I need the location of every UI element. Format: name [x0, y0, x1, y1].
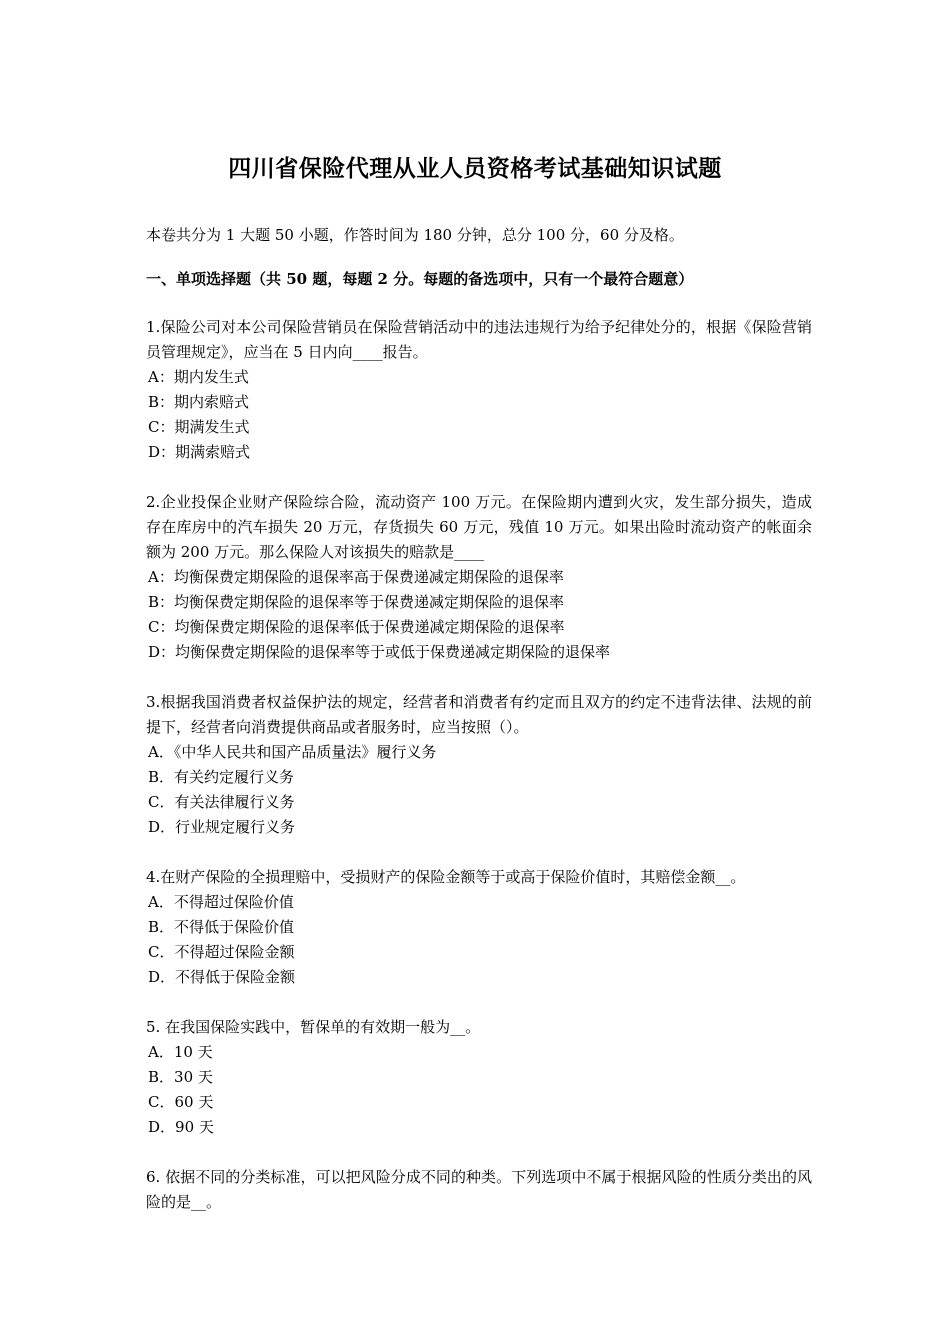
option-c: C．不得超过保险金额 — [148, 943, 295, 961]
question-4 — [146, 865, 812, 990]
option-c: C．60 天 — [148, 1093, 214, 1111]
option-a: A．不得超过保险价值 — [148, 893, 294, 911]
question-stem: 5. 在我国保险实践中，暂保单的有效期一般为__。 — [146, 1018, 481, 1036]
document-title: 四川省保险代理从业人员资格考试基础知识试题 — [228, 155, 722, 182]
question-2 — [146, 490, 812, 665]
option-a: A．《中华人民共和国产品质量法》履行义务 — [148, 743, 437, 761]
option-a: A．10 天 — [148, 1043, 213, 1061]
option-c: C．有关法律履行义务 — [148, 793, 295, 811]
question-stem: 3.根据我国消费者权益保护法的规定，经营者和消费者有约定而且双方的约定不违背法律、法规的前提下，经营者向消费提供商品或者服务时，应当按照（）。 — [146, 693, 812, 736]
option-c: C：期满发生式 — [148, 418, 250, 436]
section-heading: 一、单项选择题（共 50 题，每题 2 分。每题的备选项中，只有一个最符合题意） — [146, 270, 694, 288]
question-stem: 6. 依据不同的分类标准，可以把风险分成不同的种类。下列选项中不属于根据风险的性质分类出的风险的是__。 — [146, 1168, 812, 1211]
option-b: B．不得低于保险价值 — [148, 918, 295, 936]
question-1 — [146, 315, 812, 465]
option-d: D．行业规定履行义务 — [148, 818, 296, 836]
option-a: A：期内发生式 — [148, 368, 249, 386]
option-d: D：期满索赔式 — [148, 443, 251, 461]
option-b: B：期内索赔式 — [148, 393, 250, 411]
document-body — [146, 223, 812, 1240]
option-d: D：均衡保费定期保险的退保率等于或低于保费递减定期保险的退保率 — [148, 643, 611, 661]
option-b: B．30 天 — [148, 1068, 213, 1086]
question-stem: 4.在财产保险的全损理赔中，受损财产的保险金额等于或高于保险价值时，其赔偿金额__。 — [146, 868, 746, 886]
option-d: D．不得低于保险金额 — [148, 968, 296, 986]
exam-intro: 本卷共分为 1 大题 50 小题，作答时间为 180 分钟，总分 100 分，60 分及格。 — [146, 226, 684, 244]
option-c: C：均衡保费定期保险的退保率低于保费递减定期保险的退保率 — [148, 618, 565, 636]
question-6 — [146, 1165, 812, 1215]
question-stem: 1.保险公司对本公司保险营销员在保险营销活动中的违法违规行为给予纪律处分的，根据《保险营销员管理规定》，应当在 5 日内向____报告。 — [146, 318, 812, 361]
option-b: B：均衡保费定期保险的退保率等于保费递减定期保险的退保率 — [148, 593, 565, 611]
question-stem: 2.企业投保企业财产保险综合险，流动资产 100 万元。在保险期内遭到火灾，发生部分损失，造成存在库房中的汽车损失 20 万元，存货损失 60 万元，残值 10 万元。如果出险时流动资产的帐面余额为 200 万元。那么保险人对该损失的赔款是____ — [146, 493, 812, 561]
question-5 — [146, 1015, 812, 1140]
option-d: D．90 天 — [148, 1118, 214, 1136]
question-3 — [146, 690, 812, 840]
option-a: A：均衡保费定期保险的退保率高于保费递减定期保险的退保率 — [148, 568, 564, 586]
option-b: B．有关约定履行义务 — [148, 768, 295, 786]
